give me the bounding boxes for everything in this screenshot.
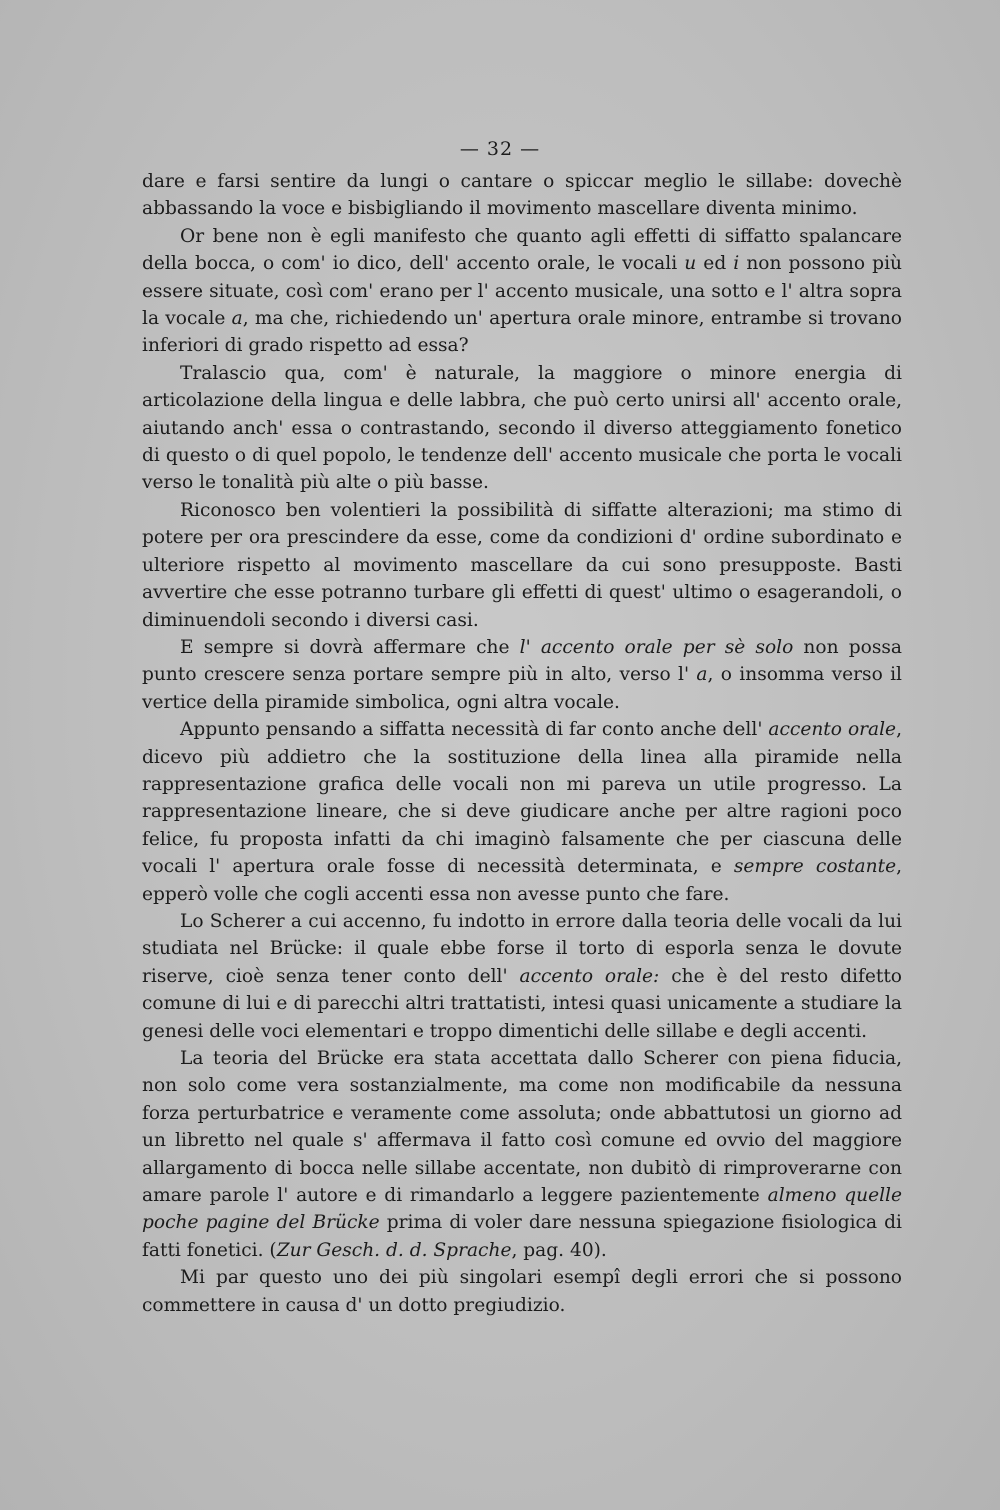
italic-text: almeno quelle poche pagine del Brücke	[142, 1185, 903, 1234]
italic-text: u	[684, 253, 697, 275]
italic-text: Zur Gesch. d. d. Sprache	[276, 1239, 512, 1261]
paragraph	[142, 1045, 902, 1264]
paragraph-text: Mi par questo uno dei più singolari esempî degli errori che si possono commettere in causa d' un dotto pregiudizio.	[142, 1267, 902, 1316]
paragraph-text: prima di voler dare nessuna spiegazione fisiologica di fatti fonetici. (	[142, 1212, 902, 1261]
body-text	[142, 168, 902, 1319]
paragraph-text: ed	[696, 253, 734, 275]
paragraph-text: Or bene non è egli manifesto che quanto agli effetti di siffatto spalancare della bocca, o com' io dico, dell' accento orale, le vocali	[142, 225, 902, 275]
paragraph	[142, 634, 902, 716]
paragraph	[142, 360, 902, 497]
paragraph	[142, 223, 902, 360]
paragraph-text: dare e farsi sentire da lungi o cantare o spiccar meglio le sillabe: dovechè abbassando la voce e bisbigliando il movimento mascellare diventa minimo.	[142, 171, 902, 220]
italic-text: accento orale:	[519, 965, 660, 987]
paragraph-text: , epperò volle che cogli accenti essa non avesse punto che fare.	[142, 856, 902, 905]
paragraph-text: , dicevo più addietro che la sostituzione della linea alla piramide nella rappresentazione grafica delle vocali non mi pareva un utile progresso. La rappresentazione lineare, che si deve giudicare anche per altre ragioni poco felice, fu proposta infatti da chi imaginò falsamente che per ciascuna delle vocali l' apertura orale fosse di necessità determinata, e	[142, 719, 902, 878]
italic-text: a	[231, 308, 243, 330]
paragraph-text: che è del resto difetto comune di lui e di parecchi altri trattatisti, intesi quasi unicamente a studiare la genesi delle voci elementari e troppo dimentichi delle sillabe e degli accenti.	[142, 965, 902, 1042]
paragraph	[142, 908, 902, 1045]
italic-text: l' accento orale per sè solo	[519, 636, 794, 658]
paragraph-text: non possono più essere situate, così com' erano per l' accento musicale, una sotto e l' altra sopra la vocale	[142, 253, 902, 330]
paragraph-text: Tralascio qua, com' è naturale, la maggiore o minore energia di articolazione della lingua e delle labbra, che può certo unirsi all' accento orale, aiutando anch' essa o contrastando, secondo il diverso atteggiamento fonetico di questo o di quel popolo, le tendenze dell' accento musicale che porta le vocali verso le tonalità più alte o più basse.	[142, 362, 902, 494]
paragraph-text: , o insomma verso il vertice della piramide simbolica, ogni altra vocale.	[142, 664, 903, 713]
paragraph	[142, 497, 902, 634]
paragraph-text: Appunto pensando a siffatta necessità di far conto anche dell'	[180, 719, 769, 741]
paragraph-text: , pag. 40).	[511, 1239, 607, 1261]
paragraph	[142, 1264, 902, 1319]
page-number: — 32 —	[459, 138, 541, 160]
paragraph-text: E sempre si dovrà affermare che	[180, 636, 520, 658]
italic-text: sempre costante	[733, 856, 897, 878]
paragraph-text: Riconosco ben volentieri la possibilità di siffatte alterazioni; ma stimo di potere per ora prescindere da esse, come da condizioni d' ordine subordinato e ulteriore rispetto al movimento mascellare da cui sono presupposte. Basti avvertire che esse potranno turbare gli effetti di quest' ultimo o esagerandoli, o diminuendoli secondo i diversi casi.	[142, 499, 902, 631]
paragraph-text: , ma che, richiedendo un' apertura orale minore, entrambe si trovano inferiori di grado rispetto ad essa?	[142, 308, 902, 357]
paragraph	[142, 716, 902, 908]
italic-text: accento orale	[768, 719, 897, 741]
paragraph-text: non possa punto crescere senza portare sempre più in alto, verso l'	[142, 636, 902, 686]
paragraph-text: Lo Scherer a cui accenno, fu indotto in errore dalla teoria delle vocali da lui studiata nel Brücke: il quale ebbe forse il torto di esporla senza le dovute riserve, cioè senza tener conto dell'	[142, 910, 902, 987]
paragraph-text: La teoria del Brücke era stata accettata dallo Scherer con piena fiducia, non solo come vera sostanzialmente, ma come non modificabile da nessuna forza perturbatrice e veramente come assoluta; onde abbattutosi un giorno ad un libretto nel quale s' affermava il fatto così comune ed ovvio del maggiore allargamento di bocca nelle sillabe accentate, non dubitò di rimproverarne con amare parole l' autore e di rimandarlo a leggere pazientemente	[142, 1048, 902, 1207]
italic-text: a	[696, 664, 708, 686]
paragraph	[142, 168, 902, 223]
italic-text: i	[733, 253, 740, 275]
